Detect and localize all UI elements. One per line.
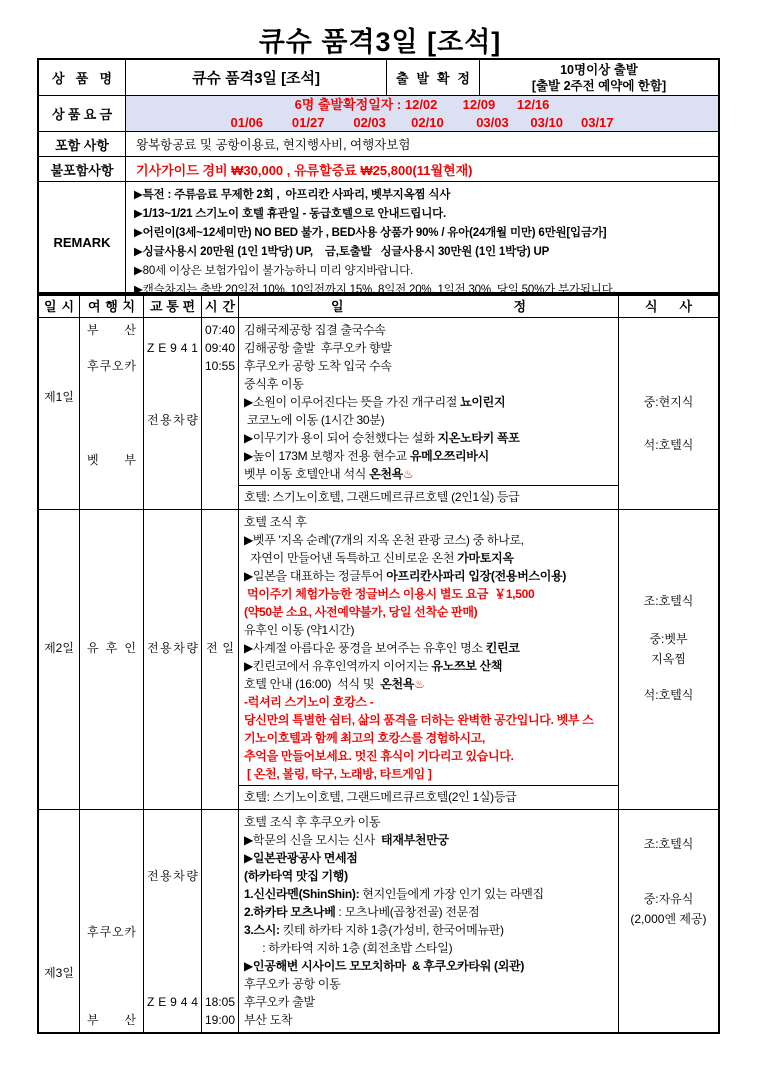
meal-item: 석:호텔식 xyxy=(643,687,694,702)
schedule-cell xyxy=(239,810,619,1032)
itinerary-body xyxy=(39,318,718,1032)
schedule-line xyxy=(239,813,618,831)
remark-content xyxy=(126,182,718,302)
transport-cell xyxy=(144,810,202,1032)
meal-item: 조:호텔식 xyxy=(643,836,694,851)
schedule-text: ▶인공해변 시사이드 모모치하마 & 후쿠오카타워 (외관) xyxy=(244,959,525,973)
schedule-text: 현지인들에게 가장 인기 있는 라멘집 xyxy=(359,887,544,901)
included-row xyxy=(39,131,718,156)
schedule-text: 후쿠오카 공항 도착 입국 수속 xyxy=(244,359,392,373)
meal-item: 석:호텔식 xyxy=(643,438,694,453)
transport-item: Z E 9 4 1 xyxy=(147,341,198,355)
document-title: 큐슈 품격3일 [조석] xyxy=(258,27,502,57)
schedule-text: 킨린코 xyxy=(485,641,520,655)
itinerary-day-row xyxy=(39,510,718,810)
schedule-text: 3.스시: xyxy=(244,923,280,937)
day-label: 제3일 xyxy=(44,966,74,981)
schedule-text: ▶높이 173M 보행자 전용 현수교 xyxy=(244,449,410,463)
transport-item: 전 용 차 량 xyxy=(147,869,198,883)
transport-cell xyxy=(144,510,202,809)
schedule-line xyxy=(239,393,618,411)
day-cell xyxy=(39,810,80,1032)
header-date: 일 시 xyxy=(39,296,80,317)
departure-note-line2: [출발 2주전 예약에 한함] xyxy=(531,78,667,93)
meal-cell xyxy=(619,510,718,809)
time-cell xyxy=(202,510,239,809)
transport-item: 전 용 차 량 xyxy=(147,413,198,427)
schedule-line xyxy=(239,321,618,339)
schedule-line xyxy=(239,867,618,885)
schedule-line xyxy=(239,975,618,993)
departure-dates-line2: 01/06 01/27 02/03 02/10 03/03 03/10 03/17 xyxy=(230,114,614,130)
remark-line: ▶특전 : 주류음료 무제한 2회 , 아프리칸 사파리, 벳부지옥찜 식사 xyxy=(134,189,451,201)
departure-dates xyxy=(126,96,718,131)
schedule-text: 아프리칸사파리 입장(전용버스이용) xyxy=(386,569,567,583)
departure-note xyxy=(480,60,718,95)
schedule-text: ▶학문의 신을 모시는 신사 xyxy=(244,833,382,847)
schedule-line xyxy=(239,957,618,975)
schedule-text: ♨ xyxy=(402,467,414,481)
header-place: 여 행 지 xyxy=(80,296,144,317)
place-item: 부 산 xyxy=(87,1013,136,1027)
remark-line: ▶80세 이상은 보험가입이 불가능하니 미리 양지바랍니다. xyxy=(134,265,414,277)
transport-item: Z E 9 4 4 xyxy=(147,995,198,1009)
schedule-line xyxy=(239,639,618,657)
included-label: 포함 사항 xyxy=(39,132,126,156)
schedule-text: 후쿠오카 출발 xyxy=(244,995,315,1009)
schedule-text: 자연이 만들어낸 독특하고 신비로운 온천 xyxy=(244,551,458,565)
schedule-text: 유노쯔보 산책 xyxy=(431,659,503,673)
header-schedule: 일 정 xyxy=(239,296,619,317)
schedule-line xyxy=(239,921,618,939)
schedule-text: ♨ xyxy=(414,677,425,691)
place-cell xyxy=(80,810,144,1032)
schedule-text: -럭셔리 스기노이 호캉스 - xyxy=(244,695,374,709)
meal-cell xyxy=(619,810,718,1032)
schedule-line xyxy=(239,567,618,585)
product-info-table xyxy=(37,58,720,294)
schedule-cell xyxy=(239,318,619,509)
schedule-text: 후쿠오카 공항 이동 xyxy=(244,977,341,991)
schedule-text: 김해공항 출발 후쿠오카 향발 xyxy=(244,341,392,355)
schedule-line xyxy=(239,621,618,639)
meal-item: 조:호텔식 xyxy=(643,594,694,609)
schedule-text: 호텔 조식 후 xyxy=(244,515,307,529)
schedule-line xyxy=(239,411,618,429)
remark-row xyxy=(39,181,718,302)
day-cell xyxy=(39,318,80,509)
remark-line: ▶싱글사용시 20만원 (1인 1박당) UP, 금,토출발 싱글사용시 30만원 (1인 1박당) UP xyxy=(134,246,550,258)
day-cell xyxy=(39,510,80,809)
schedule-text: 중식후 이동 xyxy=(244,377,304,391)
schedule-text: (하카타역 맛집 기행) xyxy=(244,869,348,883)
place-item: 후 쿠 오 카 xyxy=(87,924,136,939)
schedule-text: 기노이호텔과 함께 최고의 호캉스를 경험하시고, xyxy=(244,731,486,745)
schedule-line xyxy=(239,585,618,603)
schedule-text: 부산 도착 xyxy=(244,1013,293,1027)
schedule-line xyxy=(239,675,618,693)
schedule-text: 킷테 하카타 지하 1층(가성비, 한국어메뉴판) xyxy=(279,923,504,937)
schedule-line xyxy=(239,849,618,867)
departure-confirm-label: 출 발 확 정 xyxy=(387,60,480,95)
schedule-line xyxy=(239,375,618,393)
time-cell xyxy=(202,318,239,509)
place-item: 후 쿠 오 카 xyxy=(87,359,136,373)
meal-item: 중:벳부 xyxy=(649,632,688,646)
schedule-line xyxy=(239,831,618,849)
product-name-label: 상 품 명 xyxy=(39,60,126,95)
schedule-line xyxy=(239,1011,618,1029)
place-cell xyxy=(80,318,144,509)
schedule-line xyxy=(239,711,618,729)
schedule-line xyxy=(239,903,618,921)
departure-dates-line1: 6명 출발확정일자 : 12/02 12/09 12/16 xyxy=(294,96,550,112)
excluded-value: 기사가이드 경비 ₩30,000 , 유류할증료 ₩25,800(11월현재) xyxy=(136,162,473,178)
day-label: 제2일 xyxy=(44,641,74,655)
schedule-line xyxy=(239,339,618,357)
schedule-text: 온천욕 xyxy=(380,677,415,691)
itinerary-day-row xyxy=(39,318,718,510)
schedule-text: 태재부천만궁 xyxy=(381,833,449,847)
schedule-line xyxy=(239,693,618,711)
remark-line: ▶어린이(3세~12세미만) NO BED 불가 , BED사용 상품가 90% / 유아(24개월 미만) 6만원[입금가] xyxy=(134,227,607,239)
meal-item: 중:자유식 xyxy=(643,892,694,907)
schedule-text: ▶킨린코에서 유후인역까지 이어지는 xyxy=(244,659,432,673)
schedule-text: 호텔 안내 (16:00) 석식 및 xyxy=(244,677,381,691)
schedule-text: 1.신신라멘(ShinShin): xyxy=(244,887,360,901)
schedule-line xyxy=(239,939,618,957)
schedule-text: 호텔 조식 후 후쿠오카 이동 xyxy=(244,815,381,829)
schedule-text: 뇨이린지 xyxy=(460,395,506,409)
schedule-line xyxy=(239,447,618,465)
hotel-line: 호텔: 스기노이호텔, 그랜드메르큐르호텔 (2인1실) 등급 xyxy=(239,485,618,509)
schedule-line xyxy=(239,657,618,675)
excluded-label: 불포함사항 xyxy=(39,157,126,181)
itinerary-header-row xyxy=(39,296,718,318)
transport-cell xyxy=(144,318,202,509)
product-name-value: 큐슈 품격3일 [조석] xyxy=(126,60,387,95)
schedule-text: 지온노타키 폭포 xyxy=(437,431,520,445)
remark-line: ▶1/13~1/21 스기노이 호텔 휴관일 - 동급호텔으로 안내드립니다. xyxy=(134,208,447,220)
schedule-text: 김해국제공항 집결 출국수속 xyxy=(244,323,386,337)
time-item: 전 일 xyxy=(206,641,234,655)
schedule-text: 가마토지옥 xyxy=(457,551,514,565)
schedule-text: 벳부 이동 호텔안내 석식 xyxy=(244,467,370,481)
schedule-text: 코코노에 이동 (1시간 30분) xyxy=(244,413,385,427)
schedule-cell xyxy=(239,510,619,809)
schedule-text: ▶소원이 이루어진다는 뜻을 가진 개구리절 xyxy=(244,395,461,409)
place-item: 벳 부 xyxy=(87,452,136,467)
time-cell xyxy=(202,810,239,1032)
meal-item: (2,000엔 제공) xyxy=(630,912,707,927)
header-transport: 교 통 편 xyxy=(144,296,202,317)
departure-note-line1: 10명이상 출발 xyxy=(560,62,638,77)
schedule-line xyxy=(239,765,618,783)
schedule-text: 먹이주기 체험가능한 정글버스 이용시 별도 요금 ￥1,500 xyxy=(244,587,535,601)
schedule-text: 온천욕 xyxy=(369,467,403,481)
schedule-line xyxy=(239,513,618,531)
place-item: 부 산 xyxy=(87,323,136,337)
schedule-line xyxy=(239,357,618,375)
schedule-line xyxy=(239,603,618,621)
included-value: 왕복항공료 및 공항이용료, 현지행사비, 여행자보험 xyxy=(136,138,411,152)
place-item: 유 후 인 xyxy=(87,641,136,655)
place-cell xyxy=(80,510,144,809)
product-price-row xyxy=(39,95,718,131)
price-label: 상 품 요 금 xyxy=(39,96,126,131)
product-name-row xyxy=(39,60,718,95)
schedule-text: : 모츠나베(곱창전골) 전문점 xyxy=(335,905,480,919)
transport-item: 전 용 차 량 xyxy=(147,641,198,655)
schedule-text: 유후인 이동 (약1시간) xyxy=(244,623,355,637)
meal-item: 중:현지식 xyxy=(643,395,694,409)
time-item: 09:40 xyxy=(204,341,236,355)
schedule-line xyxy=(239,747,618,765)
header-meal: 식 사 xyxy=(645,299,692,314)
schedule-line xyxy=(239,885,618,903)
header-time: 시 간 xyxy=(202,296,239,317)
meal-cell xyxy=(619,318,718,509)
excluded-row xyxy=(39,156,718,181)
time-item: 07:40 xyxy=(204,323,236,337)
time-item: 19:00 xyxy=(204,1013,236,1027)
schedule-line xyxy=(239,429,618,447)
schedule-text: (약50분 소요, 사전예약불가, 당일 선착순 판매) xyxy=(244,605,478,619)
schedule-text: ▶사계절 아름다운 풍경을 보여주는 유후인 명소 xyxy=(244,641,486,655)
schedule-line xyxy=(239,729,618,747)
time-item: 10:55 xyxy=(204,359,236,373)
schedule-line xyxy=(239,993,618,1011)
schedule-line xyxy=(239,465,618,483)
schedule-text: ▶이무기가 용이 되어 승천했다는 설화 xyxy=(244,431,438,445)
schedule-text: ▶벳푸 '지옥 순례'(7개의 지옥 온천 관광 코스) 중 하나로, xyxy=(244,533,524,547)
schedule-text: 유메오쯔리바시 xyxy=(409,449,489,463)
schedule-line xyxy=(239,549,618,567)
schedule-text: 추억을 만들어보세요. 멋진 휴식이 기다리고 있습니다. xyxy=(244,749,514,763)
day-label: 제1일 xyxy=(44,389,74,404)
schedule-text: ▶일본을 대표하는 정글투어 xyxy=(244,569,387,583)
schedule-line xyxy=(239,531,618,549)
schedule-text: 2.하카타 모츠나베 xyxy=(244,905,336,919)
remark-label: REMARK xyxy=(39,182,126,302)
meal-item: 지옥찜 xyxy=(651,651,686,666)
schedule-text: 당신만의 특별한 쉼터, 삶의 품격을 더하는 완벽한 공간입니다. 벳부 스 xyxy=(244,713,594,727)
schedule-text: : 하카타역 지하 1층 (회전초밥 스타일) xyxy=(244,941,453,955)
schedule-text: ▶일본관광공사 면세점 xyxy=(244,851,358,865)
remark-line: ▶캔슬차지는 출발 20일전 10%, 10일전까지 15%, 8일전 20%, 1일전 30%, 당일 50%가 부가됩니다. xyxy=(134,284,616,296)
itinerary-day-row xyxy=(39,810,718,1032)
itinerary-table xyxy=(37,294,720,1034)
schedule-text: [ 온천, 볼링, 탁구, 노래방, 타트게임 ] xyxy=(244,767,432,781)
hotel-line: 호텔: 스기노이호텔, 그랜드메르큐르호텔(2인 1실)등급 xyxy=(239,785,618,809)
time-item: 18:05 xyxy=(204,995,236,1009)
